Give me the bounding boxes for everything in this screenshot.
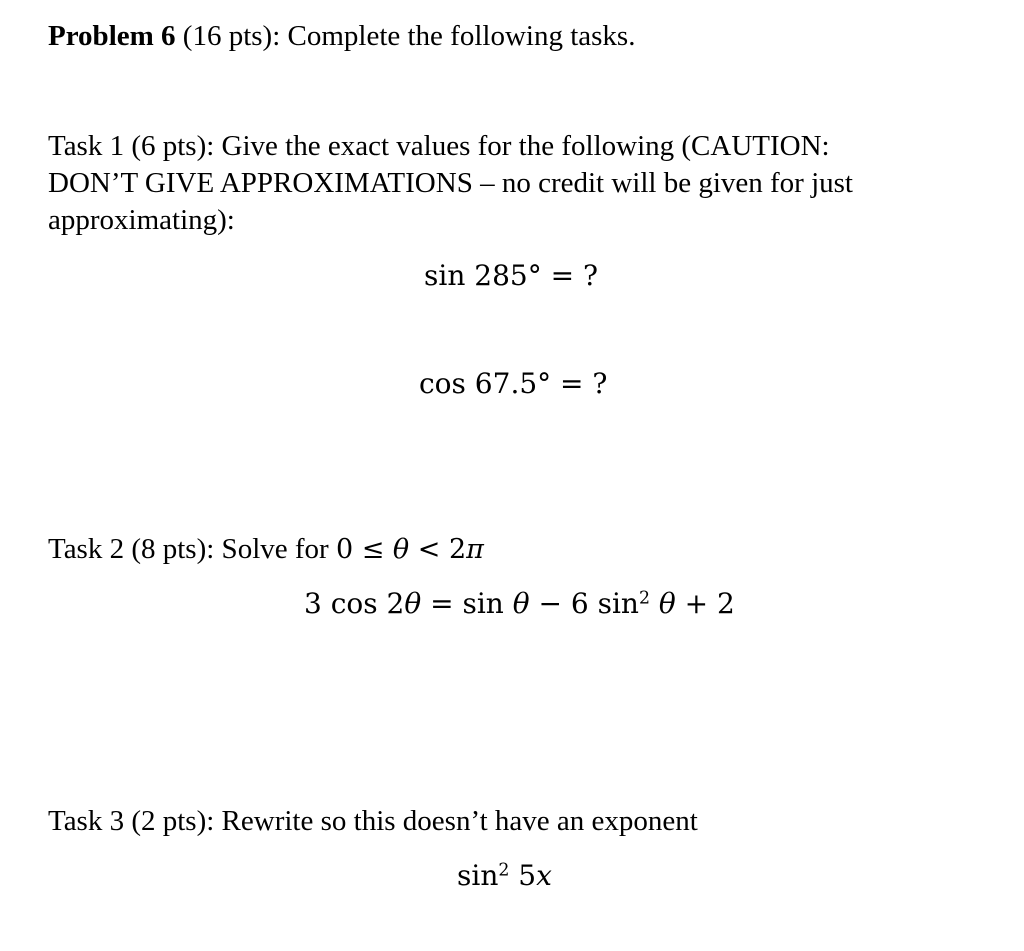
eq-exponent: 2 xyxy=(638,588,650,609)
task1-line-2: DON’T GIVE APPROXIMATIONS – no credit will be given for just xyxy=(48,167,853,199)
task1-equation-cos: cos 67.5° = ? xyxy=(419,367,608,400)
interval-less-than: < 2 xyxy=(409,534,467,565)
problem-heading xyxy=(48,18,635,54)
task2-prefix: Task 2 (8 pts): Solve for xyxy=(48,533,336,565)
expr-x: x xyxy=(536,859,552,892)
expr-sin: sin xyxy=(457,859,499,892)
interval-zero: 0 ≤ xyxy=(335,534,393,565)
task3-expression xyxy=(457,858,552,894)
task1-line-1: Task 1 (6 pts): Give the exact values for the following (CAUTION: xyxy=(48,130,830,162)
eq-part-c: − 6 sin xyxy=(529,587,639,620)
eq-theta-1: θ xyxy=(404,587,422,620)
task2-equation xyxy=(304,586,735,622)
expr-exponent: 2 xyxy=(498,860,510,881)
task2-interval xyxy=(336,534,484,565)
eq-part-b: = sin xyxy=(421,587,513,620)
eq-theta-3: θ xyxy=(658,587,676,620)
task1-equation-sin: sin 285° = ? xyxy=(424,259,598,292)
eq-part-d: + 2 xyxy=(675,587,735,620)
interval-pi: π xyxy=(466,534,484,565)
interval-theta: θ xyxy=(392,534,410,565)
task2-heading xyxy=(48,531,484,568)
task1-line-3: approximating): xyxy=(48,204,235,236)
eq-theta-2: θ xyxy=(512,587,530,620)
task3-heading: Task 3 (2 pts): Rewrite so this doesn’t have an exponent xyxy=(48,805,698,837)
problem-label: Problem 6 xyxy=(48,20,176,52)
expr-five: 5 xyxy=(509,859,537,892)
problem-description: (16 pts): Complete the following tasks. xyxy=(175,20,636,52)
eq-part-a: 3 cos 2 xyxy=(304,587,405,620)
